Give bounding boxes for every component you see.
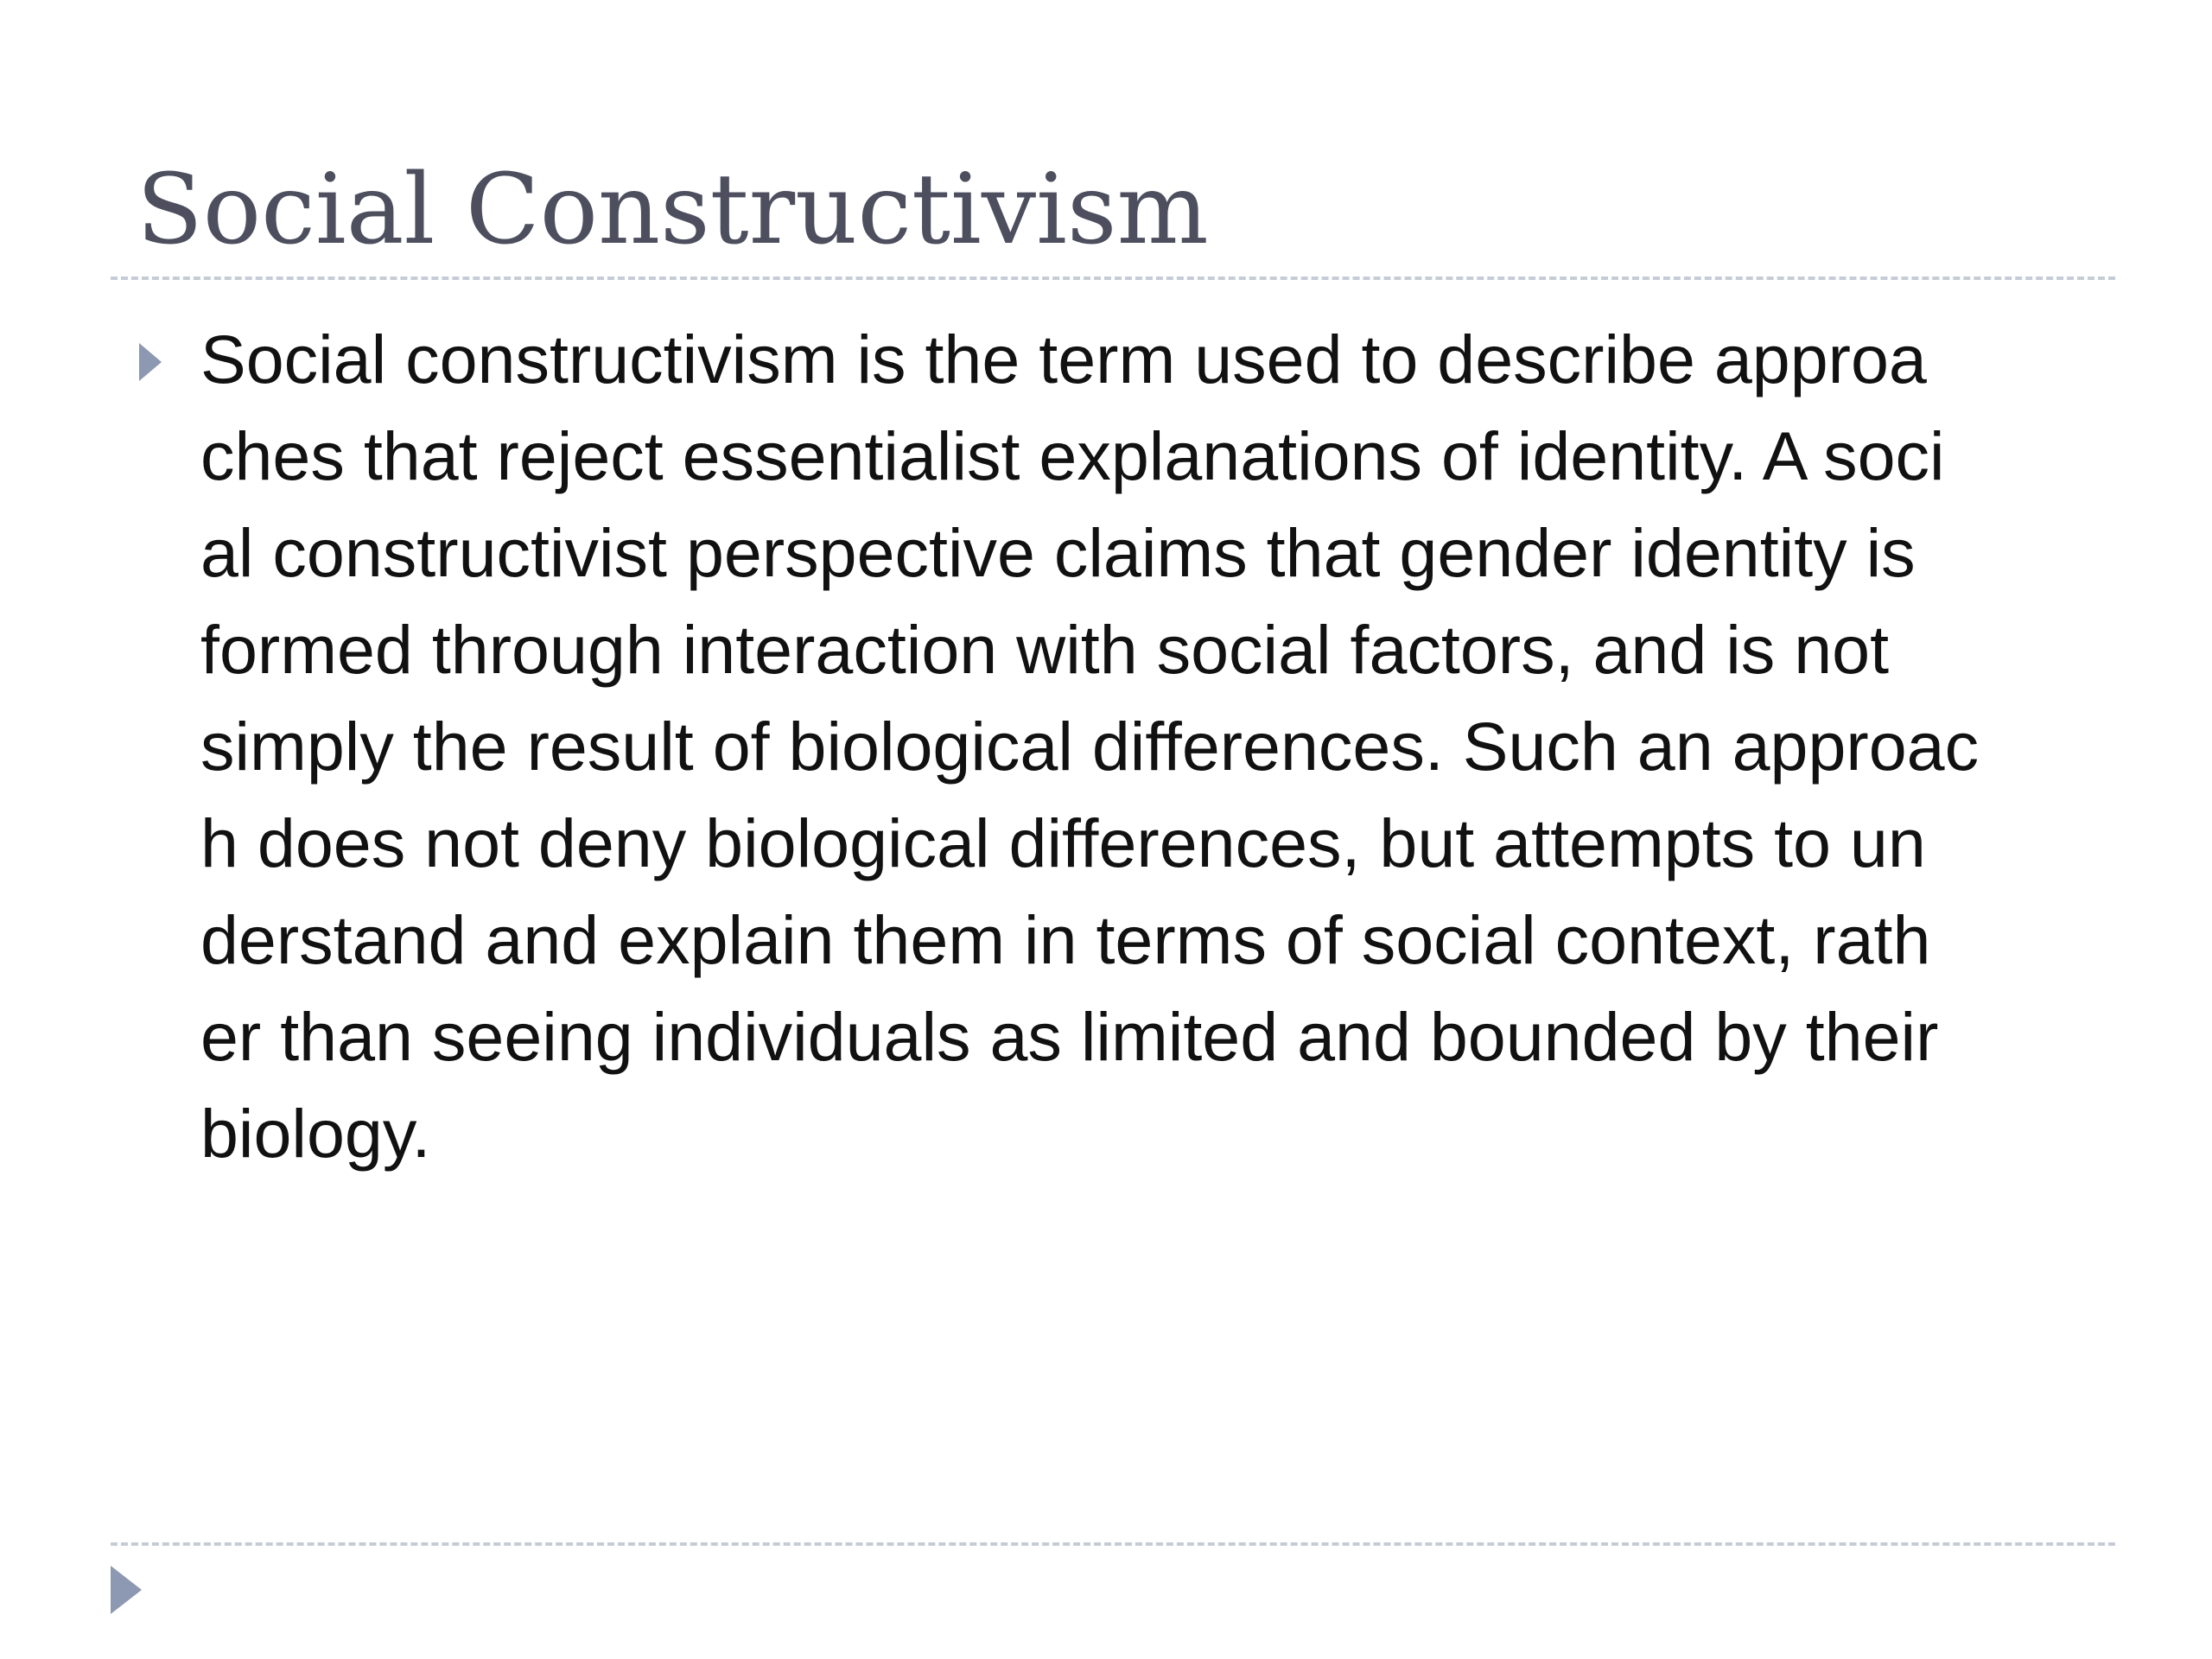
bullet-line: h does not deny biological differences, but attempts to un <box>200 804 1926 881</box>
bullet-line: Social constructivism is the term used to describe approa <box>200 321 1927 397</box>
title-divider <box>111 276 2115 280</box>
bullet-line: al constructivist perspective claims that gender identity is <box>200 514 1916 591</box>
bullet-line: simply the result of biological differences. Such an approac <box>200 708 1980 785</box>
bullet-line: er than seeing individuals as limited and bounded by their <box>200 998 1939 1075</box>
bullet-line: ches that reject essentialist explanations of identity. A soci <box>200 417 1945 494</box>
footer-triangle-icon <box>111 1566 142 1614</box>
slide-title: Social Constructivism <box>137 154 1209 266</box>
bullet-paragraph <box>200 311 2119 1182</box>
bullet-triangle-icon <box>139 343 162 381</box>
bullet-line: formed through interaction with social factors, and is not <box>200 611 1890 688</box>
bullet-line: derstand and explain them in terms of social context, rath <box>200 901 1931 978</box>
bullet-line: biology. <box>200 1095 431 1172</box>
footer-divider <box>111 1542 2115 1546</box>
